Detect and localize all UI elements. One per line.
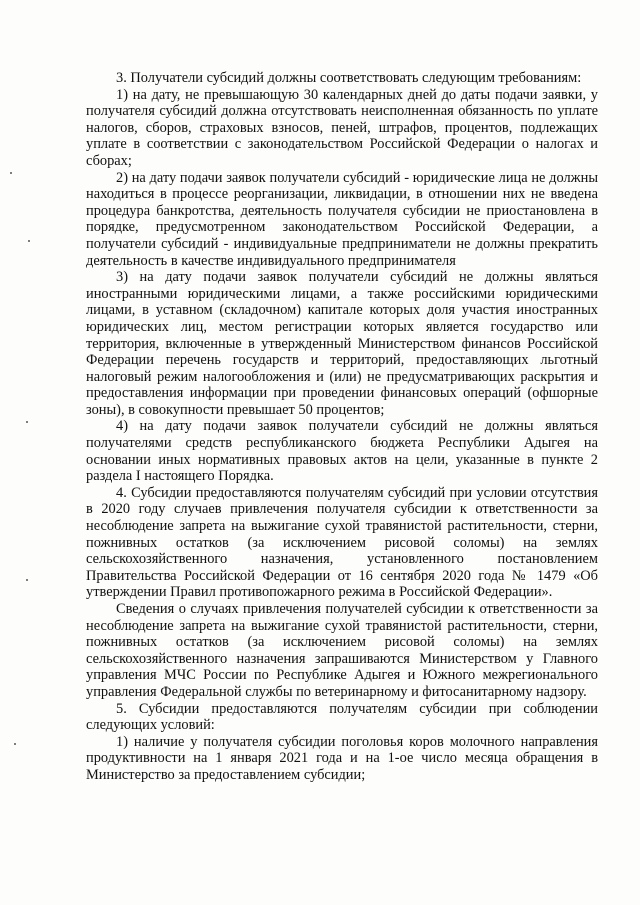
paragraph-requirement-1: 1) на дату, не превышающую 30 календарных дней до даты подачи заявки, у получателя субсидий должна отсутствовать неисполненная обязанность по уплате налогов, сборов, страховых взносов, пеней, штрафов, процентов, подлежащих уплате в соответствии с законодательством Российской Федерации о налогах и сборах; <box>86 86 598 169</box>
paragraph-requirement-3: 3) на дату подачи заявок получатели субсидий не должны являться иностранными юридическими лицами, а также российскими юридическими лицами, в уставном (складочном) капитале которых доля участия иностранных юридических лиц, местом регистрации которых является государство или территория, включенные в утвержденный Министерством финансов Российской Федерации перечень государств и территорий, предоставляющих льготный налоговый режим налогообложения и (или) не предусматривающих раскрытия и предоставления информации при проведении финансовых операций (офшорные зоны), в совокупности превышает 50 процентов; <box>86 269 598 418</box>
paragraph-condition-1: 1) наличие у получателя субсидии поголовья коров молочного направления продуктивности на 1 января 2021 года и на 1-ое число месяца обращения в Министерство за предоставлением субсидии; <box>86 733 598 783</box>
paragraph-requirements-heading: 3. Получатели субсидий должны соответствовать следующим требованиям: <box>116 70 582 86</box>
paragraph-info-request: Сведения о случаях привлечения получателей субсидии к ответственности за несоблюдение запрета на выжигание сухой травянистой растительности, стерни, пожнивных остатков (за исключением рисовой соломы) на землях сельскохозяйственного назначения запрашиваются Министерством у Главного управления МЧС России по Республике Адыгея и Южного межрегионального управления Федеральной службы по ветеринарному и фитосанитарному надзору. <box>86 601 598 700</box>
scan-mark <box>26 421 28 423</box>
document-body <box>86 70 598 784</box>
paragraph-section-5: 5. Субсидии предоставляются получателям субсидии при соблюдении следующих условий: <box>86 700 598 734</box>
paragraph-section-4: 4. Субсидии предоставляются получателям субсидий при условии отсутствия в 2020 году случаев привлечения получателя субсидии к ответственности за несоблюдение запрета на выжигание сухой травянистой растительности, стерни, пожнивных остатков (за исключением рисовой соломы) на землях сельскохозяйственного назначения, установленного постановлением Правительства Российской Федерации от 16 сентября 2020 года № 1479 «Об утверждении Правил противопожарного режима в Российской Федерации». <box>86 484 598 601</box>
paragraph-requirement-4: 4) на дату подачи заявок получатели субсидий не должны являться получателями средств республиканского бюджета Республики Адыгея на основании иных нормативных правовых актов на цели, указанные в пункте 2 раздела I настоящего Порядка. <box>86 418 598 485</box>
scan-mark <box>26 579 28 581</box>
paragraph-requirement-2: 2) на дату подачи заявок получатели субсидий - юридические лица не должны находиться в процессе реорганизации, ликвидации, в отношении них не введена процедура банкротства, деятельность получателя субсидии не приостановлена в порядке, предусмотренном законодательством Российской Федерации, а получатели субсидий - индивидуальные предприниматели не должны прекратить деятельность в качестве индивидуального предпринимателя <box>86 169 598 269</box>
scan-mark <box>28 240 30 242</box>
scan-mark <box>14 743 16 745</box>
scan-mark <box>10 172 12 174</box>
